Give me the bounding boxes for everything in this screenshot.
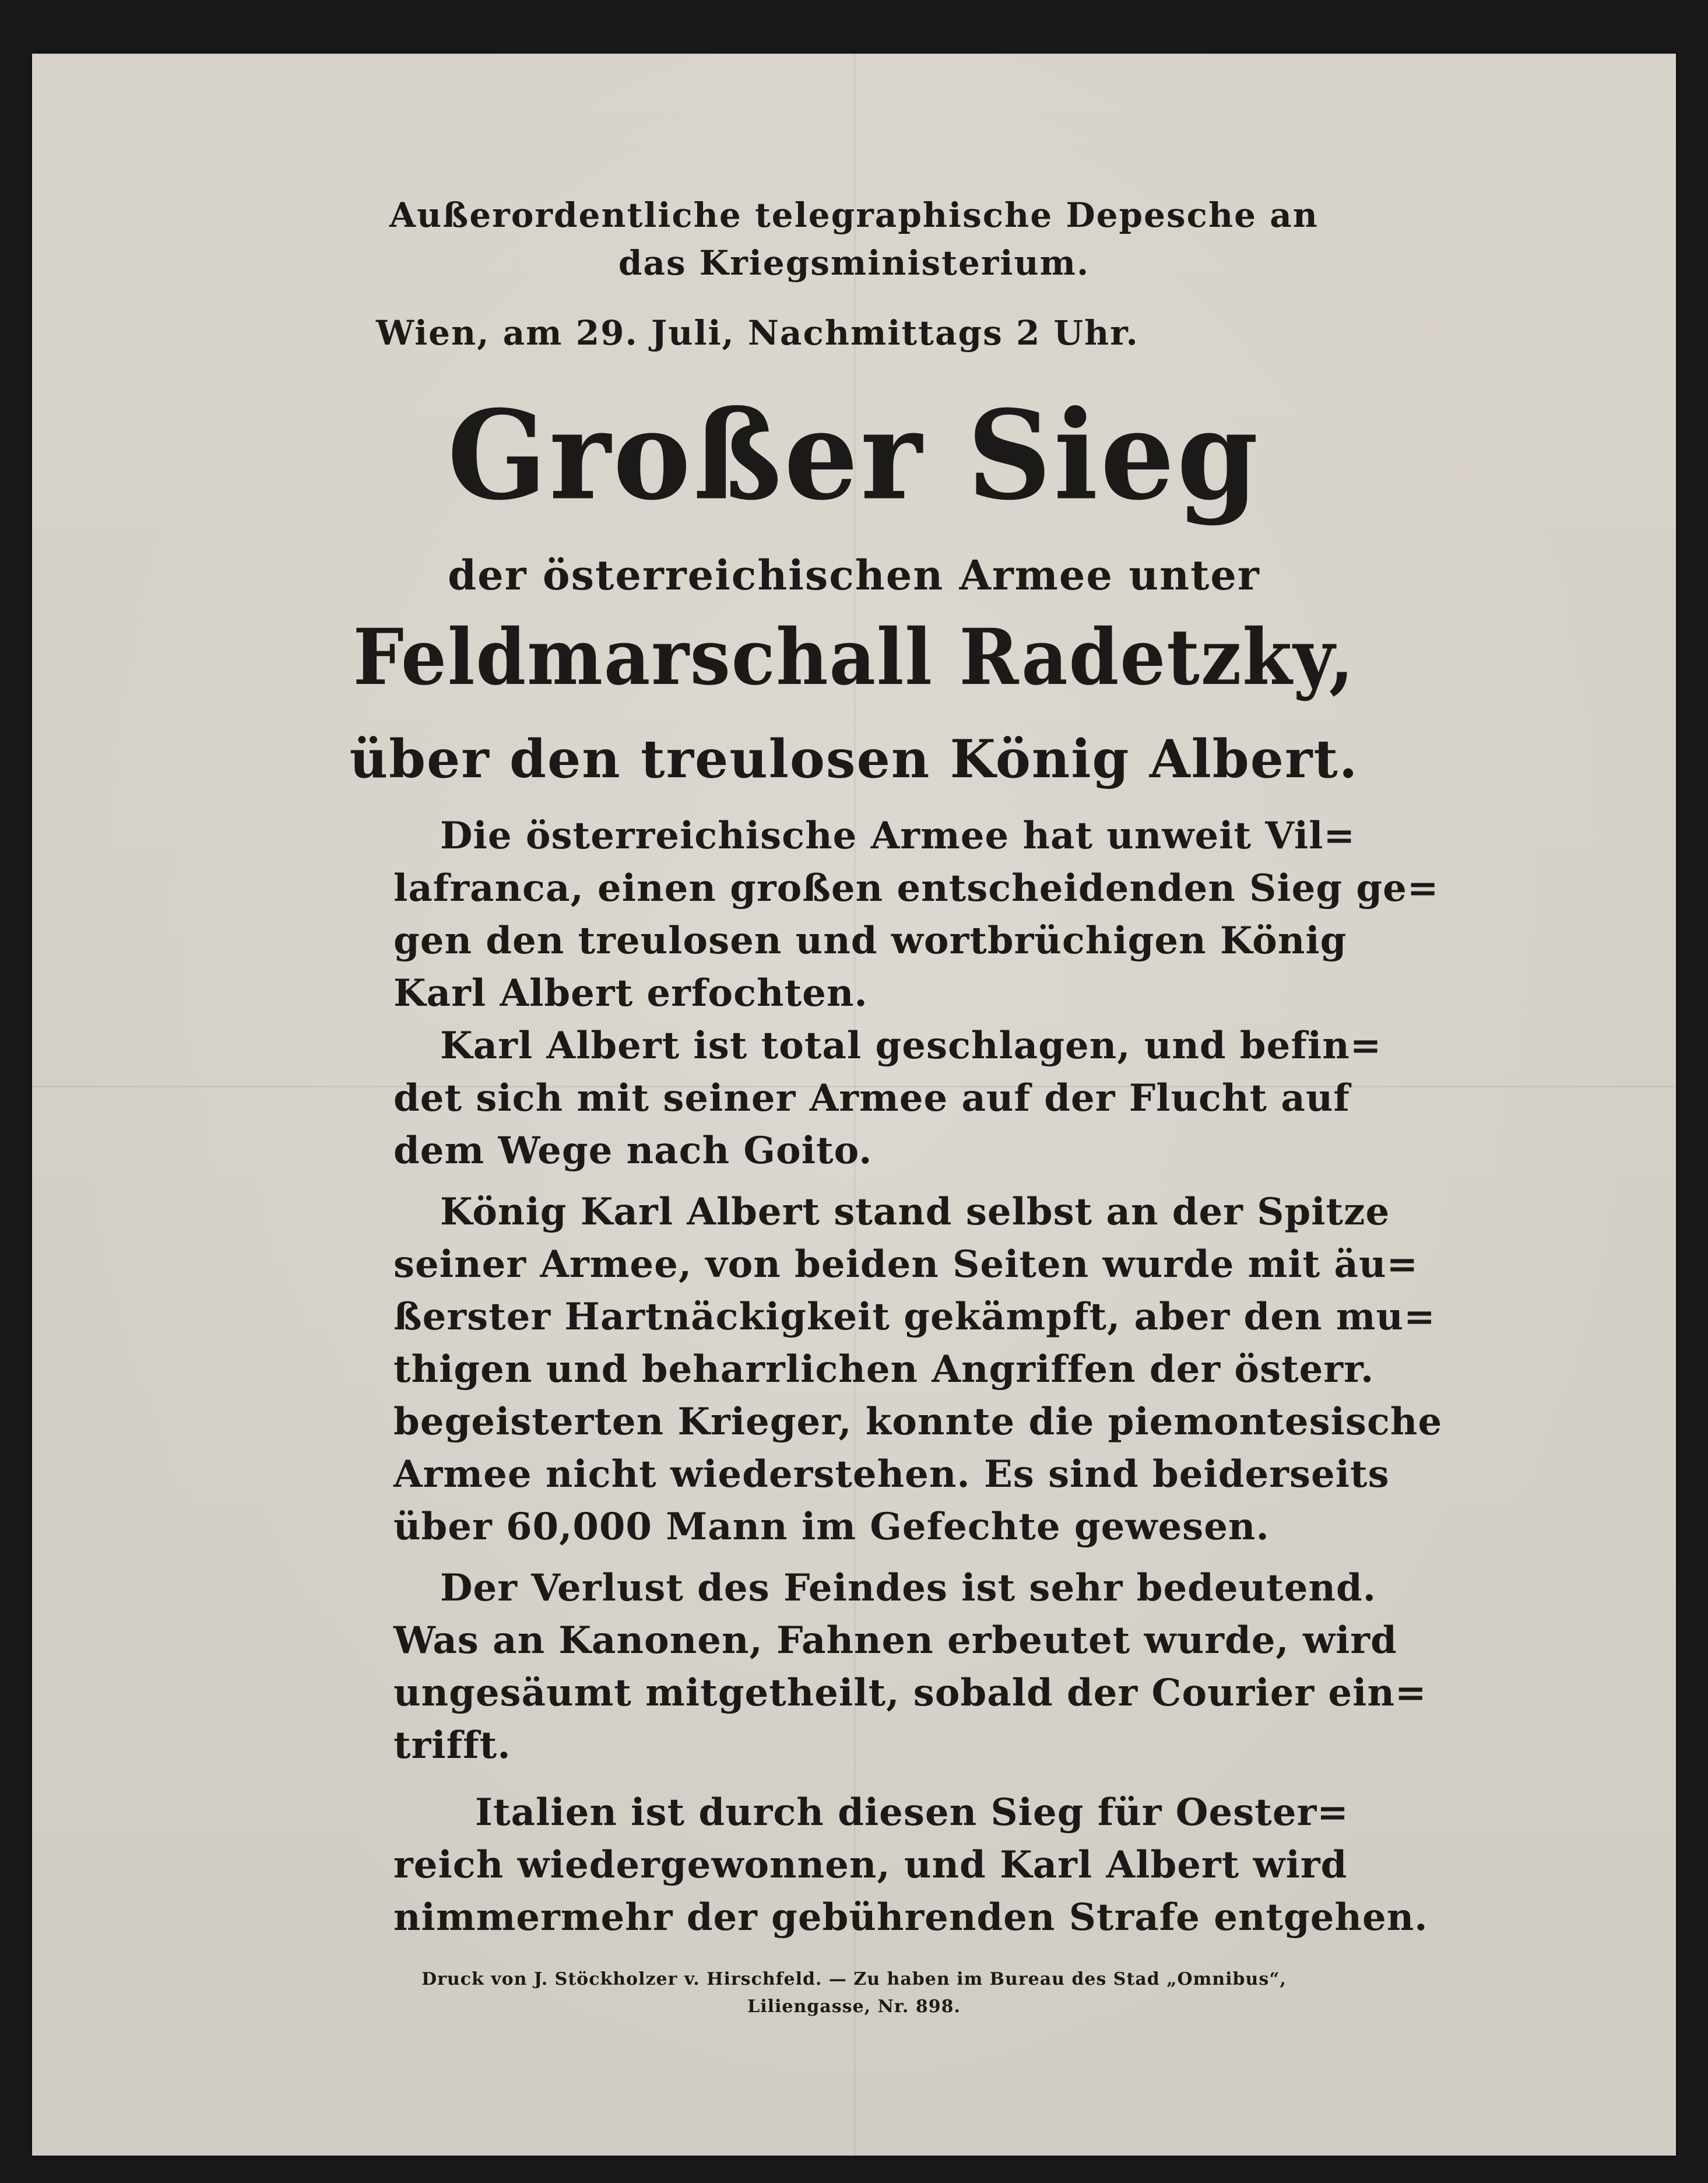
para-3-line-2: seiner Armee, von beiden Seiten wurde mit äu= — [393, 1243, 1419, 1286]
para-4-line-4: trifft. — [393, 1724, 511, 1767]
para-1-line-2: lafranca, einen großen entscheidenden Sieg ge= — [393, 866, 1439, 910]
header-line-2: das Kriegsministerium. — [618, 243, 1090, 283]
para-1-line-1: Die österreichische Armee hat unweit Vil= — [440, 814, 1356, 858]
imprint-line-1: Druck von J. Stöckholzer v. Hirschfeld. — Zu haben im Bureau des Stad „Omnibus“, — [421, 1969, 1287, 1989]
para-3-line-7: über 60,000 Mann im Gefechte gewesen. — [393, 1505, 1270, 1549]
para-3-line-5: begeisterten Krieger, konnte die piemontesische — [393, 1400, 1443, 1444]
para-2-line-2: det sich mit seiner Armee auf der Flucht auf — [393, 1076, 1350, 1120]
para-3-line-1: König Karl Albert stand selbst an der Spitze — [440, 1190, 1390, 1234]
para-3-line-3: ßerster Hartnäckigkeit gekämpft, aber den mu= — [393, 1295, 1436, 1339]
headline-sub-2: Feldmarschall Radetzky, — [353, 612, 1355, 703]
headline-sub-3: über den treulosen König Albert. — [349, 728, 1359, 790]
para-3-line-6: Armee nicht wiederstehen. Es sind beiderseits — [393, 1452, 1390, 1496]
para-4-line-3: ungesäumt mitgetheilt, sobald der Courier ein= — [393, 1671, 1427, 1715]
header-line-1: Außerordentliche telegraphische Depesche an — [389, 195, 1319, 235]
para-4-line-1: Der Verlust des Feindes ist sehr bedeutend. — [440, 1566, 1376, 1610]
document-text — [32, 54, 1676, 2156]
para-3-line-4: thigen und beharrlichen Angriffen der österr. — [393, 1347, 1375, 1391]
para-4-line-2: Was an Kanonen, Fahnen erbeutet wurde, wird — [393, 1619, 1397, 1662]
paper-sheet — [32, 54, 1676, 2156]
para-2-line-1: Karl Albert ist total geschlagen, und befin= — [440, 1024, 1382, 1068]
para-1-line-4: Karl Albert erfochten. — [393, 971, 868, 1015]
headline-sub-1: der österreichischen Armee unter — [448, 551, 1260, 599]
dateline: Wien, am 29. Juli, Nachmittags 2 Uhr. — [376, 313, 1139, 353]
para-1-line-3: gen den treulosen und wortbrüchigen König — [393, 919, 1347, 963]
imprint-line-2: Liliengasse, Nr. 898. — [747, 1996, 961, 2017]
para-5-line-1: Italien ist durch diesen Sieg für Oester= — [475, 1791, 1349, 1834]
para-2-line-3: dem Wege nach Goito. — [393, 1129, 873, 1173]
headline-main: Großer Sieg — [447, 384, 1261, 528]
para-5-line-3: nimmermehr der gebührenden Strafe entgehen. — [393, 1896, 1428, 1939]
para-5-line-2: reich wiedergewonnen, und Karl Albert wird — [393, 1843, 1348, 1887]
